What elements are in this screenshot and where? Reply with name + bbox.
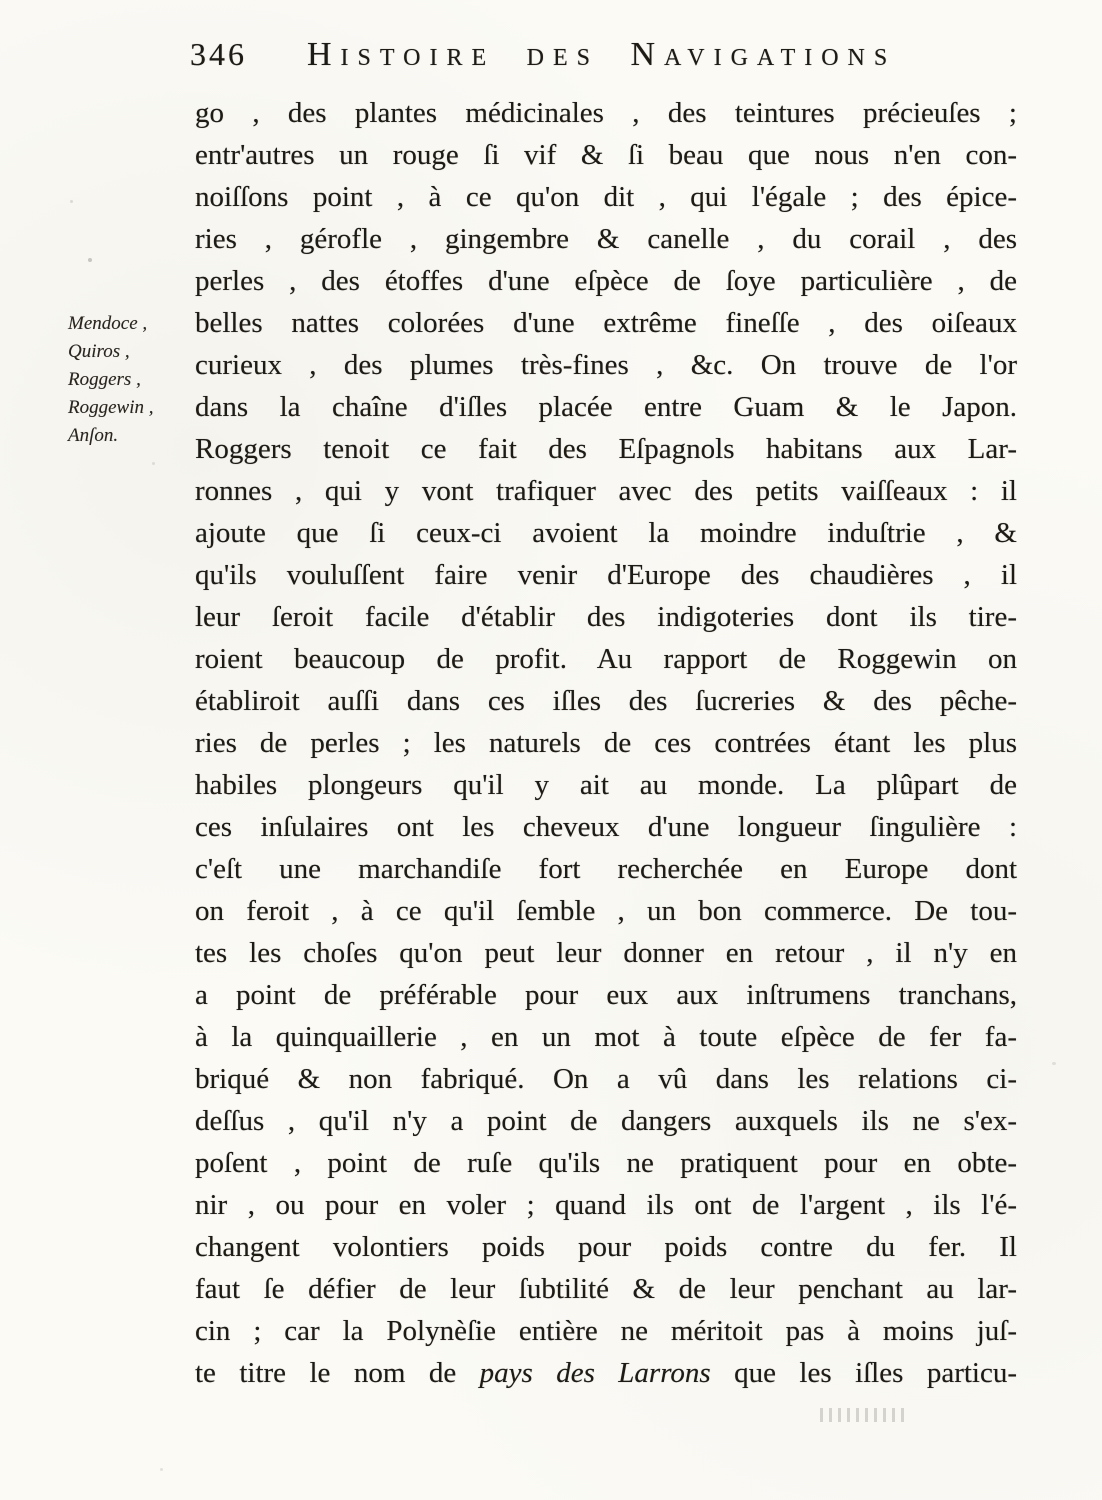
page-number: 346 (190, 36, 247, 72)
body-line: changent volontiers poids pour poids contre du fer. Il (195, 1231, 1017, 1263)
margin-note: Anſon. (68, 425, 119, 446)
body-line: nir , ou pour en voler ; quand ils ont de l'argent , ils l'é- (195, 1189, 1017, 1221)
margin-note: Mendoce , (68, 313, 148, 334)
body-line: qu'ils vouluſſent faire venir d'Europe des chaudières , il (195, 559, 1017, 591)
body-line: ronnes , qui y vont trafiquer avec des petits vaiſſeaux : il (195, 475, 1017, 507)
paper-speck (160, 1468, 163, 1471)
body-line: belles nattes colorées d'une extrême fineſſe , des oiſeaux (195, 307, 1017, 339)
body-line: go , des plantes médicinales , des teintures précieuſes ; (195, 97, 1017, 129)
margin-note: Quiros , (68, 341, 130, 362)
body-line: curieux , des plumes très-fines , &c. On trouve de l'or (195, 349, 1017, 381)
body-line: perles , des étoffes d'une eſpèce de ſoye particulière , de (195, 265, 1017, 297)
body-line: roient beaucoup de profit. Au rapport de Roggewin on (195, 643, 1017, 675)
body-line: faut ſe défier de leur ſubtilité & de leur penchant au lar- (195, 1273, 1017, 1305)
body-line: briqué & non fabriqué. On a vû dans les relations ci- (195, 1063, 1017, 1095)
paper-speck (70, 200, 73, 203)
body-line: habiles plongeurs qu'il y ait au monde. La plûpart de (195, 769, 1017, 801)
paper-speck (1052, 1062, 1056, 1065)
body-line: dans la chaîne d'iſles placée entre Guam & le Japon. (195, 391, 1017, 423)
body-line: cin ; car la Polynèſie entière ne méritoit pas à moins juſ- (195, 1315, 1017, 1347)
body-text (195, 92, 1017, 1394)
body-line: c'eſt une marchandiſe fort recherchée en Europe dont (195, 853, 1017, 885)
margin-note: Roggewin , (68, 397, 154, 418)
margin-note: Roggers , (68, 369, 141, 390)
margin-notes (68, 310, 190, 450)
body-line: tes les choſes qu'on peut leur donner en retour , il n'y en (195, 937, 1017, 969)
page-header (190, 36, 1018, 74)
body-line: établiroit auſſi dans ces iſles des ſucreries & des pêche- (195, 685, 1017, 717)
body-line: ajoute que ſi ceux-ci avoient la moindre induſtrie , & (195, 517, 1017, 549)
body-line: Roggers tenoit ce fait des Eſpagnols habitans aux Lar- (195, 433, 1017, 465)
body-line: noiſſons point , à ce qu'on dit , qui l'égale ; des épice- (195, 181, 1017, 213)
body-line: entr'autres un rouge ſi vif & ſi beau que nous n'en con- (195, 139, 1017, 171)
body-line: te titre le nom de pays des Larrons que les iſles particu- (195, 1357, 1017, 1389)
body-line: ries de perles ; les naturels de ces contrées étant les plus (195, 727, 1017, 759)
body-line: ries , gérofle , gingembre & canelle , du corail , des (195, 223, 1017, 255)
body-line: à la quinquaillerie , en un mot à toute eſpèce de fer fa- (195, 1021, 1017, 1053)
paper-speck (88, 258, 92, 262)
body-line: on feroit , à ce qu'il ſemble , un bon commerce. De tou- (195, 895, 1017, 927)
body-line: deſſus , qu'il n'y a point de dangers auxquels ils ne s'ex- (195, 1105, 1017, 1137)
ink-smudge (820, 1408, 910, 1422)
paper-speck (152, 462, 155, 465)
body-line: ces inſulaires ont les cheveux d'une longueur ſingulière : (195, 811, 1017, 843)
body-line: poſent , point de ruſe qu'ils ne pratiquent pour en obte- (195, 1147, 1017, 1179)
body-line: leur ſeroit facile d'établir des indigoteries dont ils tire- (195, 601, 1017, 633)
running-title: Histoire des Navigations (307, 36, 897, 73)
body-line: a point de préférable pour eux aux inſtrumens tranchans, (195, 979, 1017, 1011)
